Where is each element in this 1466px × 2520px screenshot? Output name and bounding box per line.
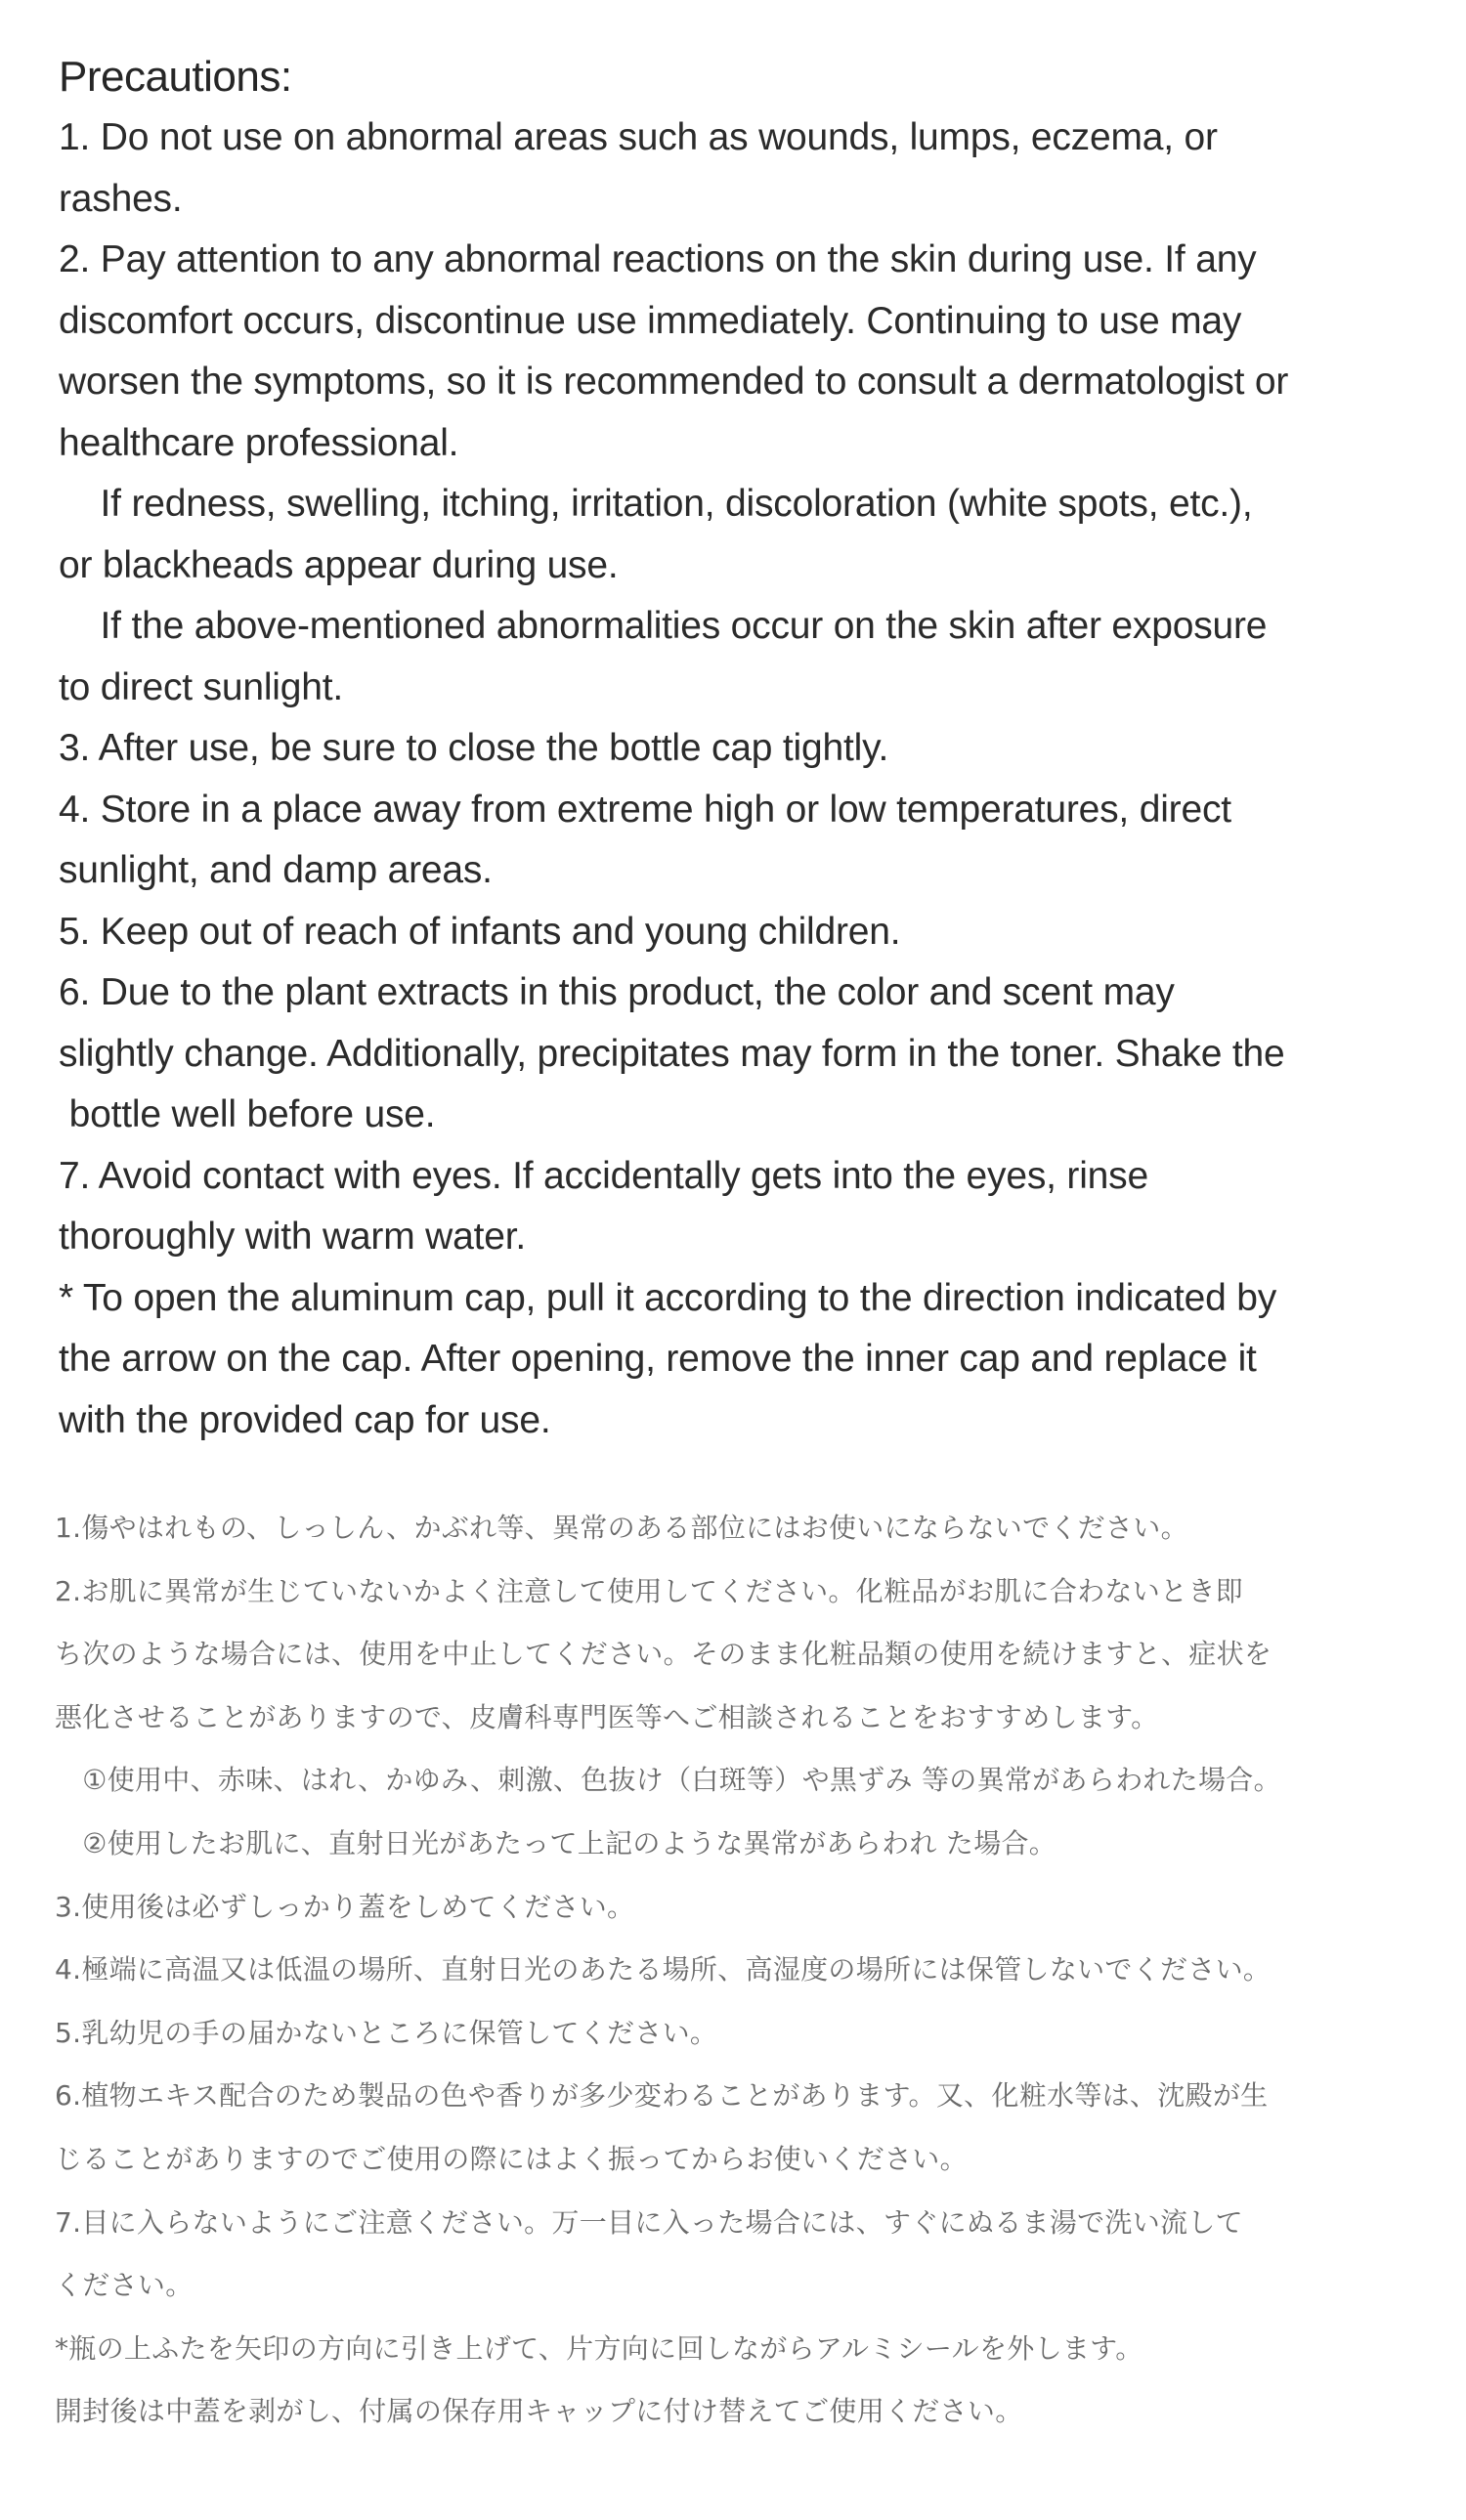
english-line: If redness, swelling, itching, irritation, discoloration (white spots, etc.), bbox=[59, 483, 1253, 525]
english-line: 2. Pay attention to any abnormal reactions on the skin during use. If any bbox=[59, 238, 1257, 280]
japanese-line: 1.傷やはれもの、しっしん、かぶれ等、異常のある部位にはお使いにならないでください。 bbox=[55, 1512, 1188, 1544]
japanese-line: *瓶の上ふたを矢印の方向に引き上げて、片方向に回しながらアルミシールを外します。 bbox=[55, 2331, 1143, 2365]
english-line: with the provided cap for use. bbox=[59, 1398, 551, 1441]
english-line: 1. Do not use on abnormal areas such as wounds, lumps, eczema, or bbox=[59, 116, 1218, 158]
japanese-line: 4.極端に高温又は低温の場所、直射日光のあたる場所、高湿度の場所には保管しないでください。 bbox=[55, 1953, 1272, 1986]
english-line: healthcare professional. bbox=[59, 421, 459, 464]
english-line: worsen the symptoms, so it is recommended to consult a dermatologist or bbox=[59, 361, 1289, 403]
english-line: to direct sunlight. bbox=[59, 665, 344, 708]
japanese-line: 悪化させることがありますので、皮膚科専門医等へご相談されることをおすすめします。 bbox=[55, 1700, 1159, 1733]
english-line: * To open the aluminum cap, pull it according to the direction indicated by bbox=[59, 1276, 1277, 1319]
japanese-line: 3.使用後は必ずしっかり蓋をしめてください。 bbox=[55, 1890, 635, 1923]
english-line: slightly change. Additionally, precipitates may form in the toner. Shake the bbox=[59, 1032, 1285, 1075]
japanese-line: ②使用したお肌に、直射日光があたって上記のような異常があらわれ た場合。 bbox=[55, 1826, 1057, 1859]
japanese-line: 2.お肌に異常が生じていないかよく注意して使用してください。化粧品がお肌に合わないとき即 bbox=[55, 1574, 1243, 1607]
japanese-line: ①使用中、赤味、はれ、かゆみ、刺激、色抜け（白斑等）や黒ずみ 等の異常があらわれた場合。 bbox=[55, 1764, 1281, 1797]
english-line: rashes. bbox=[59, 177, 183, 220]
japanese-line: ください。 bbox=[55, 2269, 194, 2302]
precautions-title: Precautions: bbox=[59, 53, 292, 101]
english-line: If the above-mentioned abnormalities occur on the skin after exposure bbox=[59, 605, 1268, 647]
japanese-line: 7.目に入らないようにご注意ください。万一目に入った場合には、すぐにぬるま湯で洗い流して bbox=[55, 2205, 1243, 2239]
english-line: 6. Due to the plant extracts in this product, the color and scent may bbox=[59, 971, 1175, 1013]
english-precautions bbox=[59, 47, 1427, 1451]
english-line: or blackheads appear during use. bbox=[59, 543, 619, 586]
japanese-line: 開封後は中蓋を剥がし、付属の保存用キャップに付け替えてご使用ください。 bbox=[55, 2395, 1023, 2428]
english-line: 3. After use, be sure to close the bottle cap tightly. bbox=[59, 727, 889, 769]
japanese-line: ち次のような場合には、使用を中止してください。そのまま化粧品類の使用を続けますと、症状を bbox=[55, 1638, 1272, 1671]
japanese-line: じることがありますのでご使用の際にはよく振ってからお使いください。 bbox=[55, 2142, 968, 2175]
japanese-line: 6.植物エキス配合のため製品の色や香りが多少変わることがあります。又、化粧水等は、沈殿が生 bbox=[55, 2079, 1269, 2113]
english-line: discomfort occurs, discontinue use immediately. Continuing to use may bbox=[59, 299, 1242, 342]
english-line: the arrow on the cap. After opening, remove the inner cap and replace it bbox=[59, 1338, 1257, 1380]
english-line: thoroughly with warm water. bbox=[59, 1216, 526, 1258]
english-line: sunlight, and damp areas. bbox=[59, 849, 493, 891]
english-line: 5. Keep out of reach of infants and young children. bbox=[59, 910, 901, 953]
english-line: bottle well before use. bbox=[59, 1093, 436, 1135]
english-line: 4. Store in a place away from extreme high or low temperatures, direct bbox=[59, 788, 1231, 831]
japanese-line: 5.乳幼児の手の届かないところに保管してください。 bbox=[55, 2016, 718, 2049]
english-line: 7. Avoid contact with eyes. If accidentally gets into the eyes, rinse bbox=[59, 1154, 1148, 1197]
japanese-precautions bbox=[55, 1497, 1433, 2444]
